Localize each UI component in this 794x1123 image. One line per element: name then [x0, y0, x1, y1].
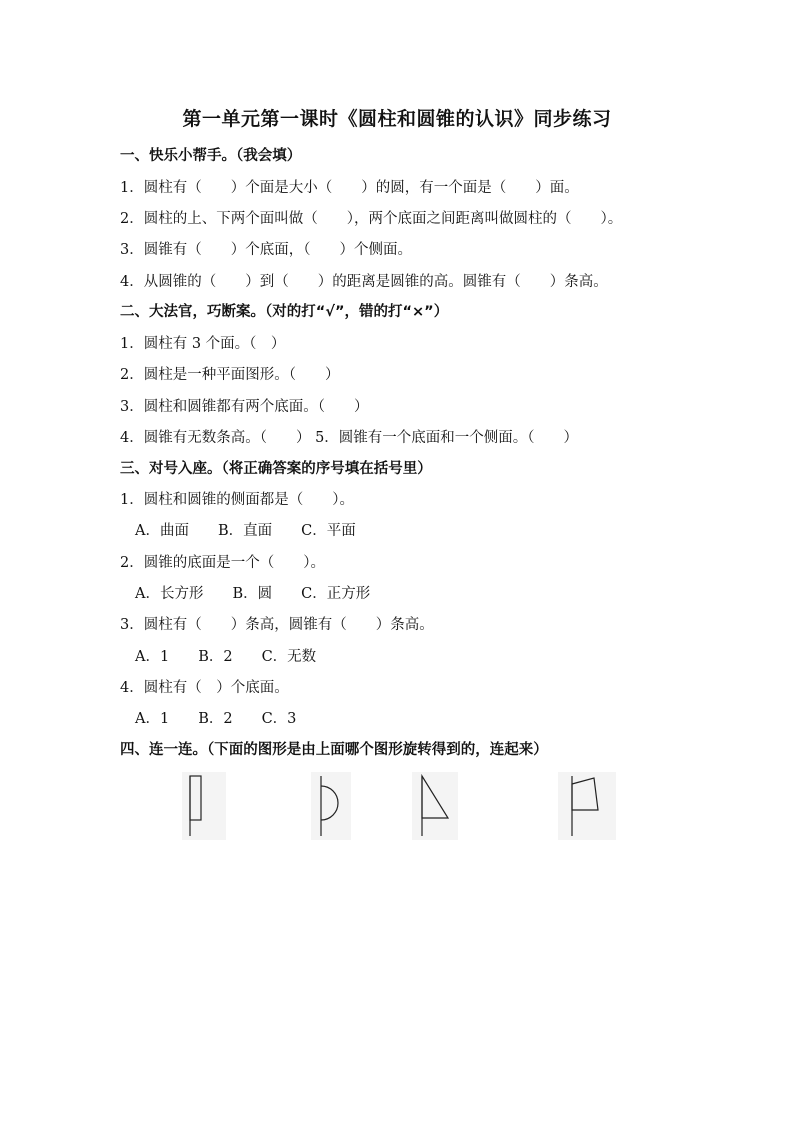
section-1-heading: 一、快乐小帮手。（我会填） [120, 148, 302, 164]
page-title: 第一单元第一课时《圆柱和圆锥的认识》同步练习 [182, 108, 612, 130]
section-3-question-2: 2．圆锥的底面是一个（ ）。 [120, 555, 325, 571]
section-3-question-4: 4．圆柱有（ ）个底面。 [120, 680, 289, 696]
section-3-question-4-options: A．1 B．2 C．3 [135, 711, 297, 727]
section-2-item-1: 1．圆柱有 3 个面。（ ） [120, 336, 286, 352]
section-2-item-4: 4．圆锥有无数条高。（ ） 5．圆锥有一个底面和一个侧面。（ ） [120, 430, 579, 446]
section-3-question-1-options: A．曲面 B．直面 C．平面 [135, 523, 356, 539]
section-2-item-3: 3．圆柱和圆锥都有两个底面。（ ） [120, 399, 369, 415]
section-4-heading: 四、连一连。（下面的图形是由上面哪个图形旋转得到的，连起来） [120, 742, 548, 758]
triangle-figure [412, 772, 458, 840]
section-3-question-3-options: A．1 B．2 C．无数 [135, 649, 317, 665]
section-1-item-3: 3．圆锥有（ ）个底面，（ ）个侧面。 [120, 242, 412, 258]
section-3-heading: 三、对号入座。（将正确答案的序号填在括号里） [120, 461, 432, 477]
trapezoid-figure [558, 772, 616, 840]
section-3-question-2-options: A．长方形 B．圆 C．正方形 [135, 586, 371, 602]
section-2-heading: 二、大法官，巧断案。（对的打“√”，错的打“×”） [120, 304, 449, 320]
semicircle-figure [311, 772, 351, 840]
section-1-item-4: 4．从圆锥的（ ）到（ ）的距离是圆锥的高。圆锥有（ ）条高。 [120, 274, 608, 290]
section-1-item-2: 2．圆柱的上、下两个面叫做（ ），两个底面之间距离叫做圆柱的（ ）。 [120, 211, 623, 227]
rectangle-figure [182, 772, 226, 840]
section-1-item-1: 1．圆柱有（ ）个面是大小（ ）的圆，有一个面是（ ）面。 [120, 180, 579, 196]
section-3-question-1: 1．圆柱和圆锥的侧面都是（ ）。 [120, 492, 354, 508]
section-3-question-3: 3．圆柱有（ ）条高，圆锥有（ ）条高。 [120, 617, 434, 633]
section-2-item-2: 2．圆柱是一种平面图形。（ ） [120, 367, 340, 383]
